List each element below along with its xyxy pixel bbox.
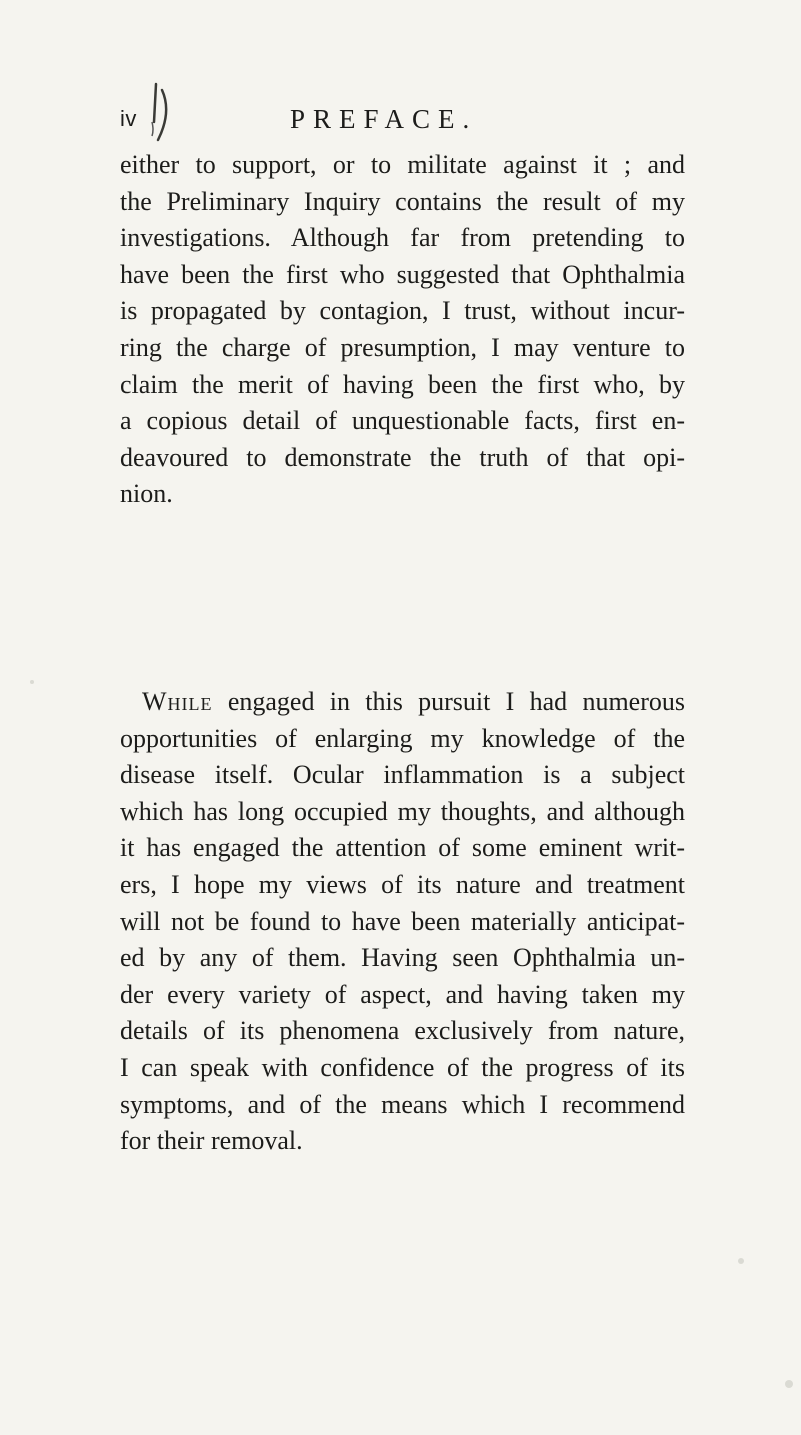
text-line: is propagated by contagion, I trust, without incur- <box>120 296 685 326</box>
text-line: it has engaged the attention of some eminent writ- <box>120 833 685 863</box>
running-title: PREFACE. <box>290 104 478 134</box>
paragraph-2 <box>120 684 685 1160</box>
paragraph-1 <box>120 147 685 513</box>
text-line: the Preliminary Inquiry contains the result of my <box>120 186 685 216</box>
text-line: have been the first who suggested that Ophthalmia <box>120 259 685 289</box>
page-number: iv <box>120 106 137 131</box>
ink-speck <box>738 1258 744 1264</box>
text-line: details of its phenomena exclusively from nature, <box>120 1016 685 1046</box>
ink-speck <box>785 1380 793 1388</box>
text-line: for their removal. <box>120 1126 303 1156</box>
text-line: der every variety of aspect, and having taken my <box>120 979 685 1009</box>
text-line: claim the merit of having been the first who, by <box>120 369 685 399</box>
text-line: will not be found to have been materially anticipat- <box>120 906 685 936</box>
first-line-rest: engaged in this pursuit I had numerous <box>212 687 685 716</box>
text-line: either to support, or to militate against it ; and <box>120 150 685 179</box>
text-line: disease itself. Ocular inflammation is a subject <box>120 760 685 790</box>
text-line: investigations. Although far from pretending to <box>120 223 685 253</box>
text-line: deavoured to demonstrate the truth of that opi- <box>120 442 685 472</box>
page-header <box>120 100 680 140</box>
ink-speck <box>30 680 34 684</box>
text-line: which has long occupied my thoughts, and although <box>120 796 685 826</box>
text-line-first <box>120 684 685 721</box>
text-line: ers, I hope my views of its nature and treatment <box>120 869 685 899</box>
text-line: I can speak with confidence of the progress of its <box>120 1052 685 1082</box>
lead-word: While <box>142 687 213 716</box>
text-line: a copious detail of unquestionable facts, first en- <box>120 406 685 436</box>
text-line: symptoms, and of the means which I recommend <box>120 1089 685 1119</box>
text-line: nion. <box>120 479 173 509</box>
text-line: ed by any of them. Having seen Ophthalmia un- <box>120 943 685 973</box>
binding-mark-icon <box>142 82 178 146</box>
text-line: ring the charge of presumption, I may venture to <box>120 332 685 362</box>
text-line: opportunities of enlarging my knowledge of the <box>120 723 685 753</box>
